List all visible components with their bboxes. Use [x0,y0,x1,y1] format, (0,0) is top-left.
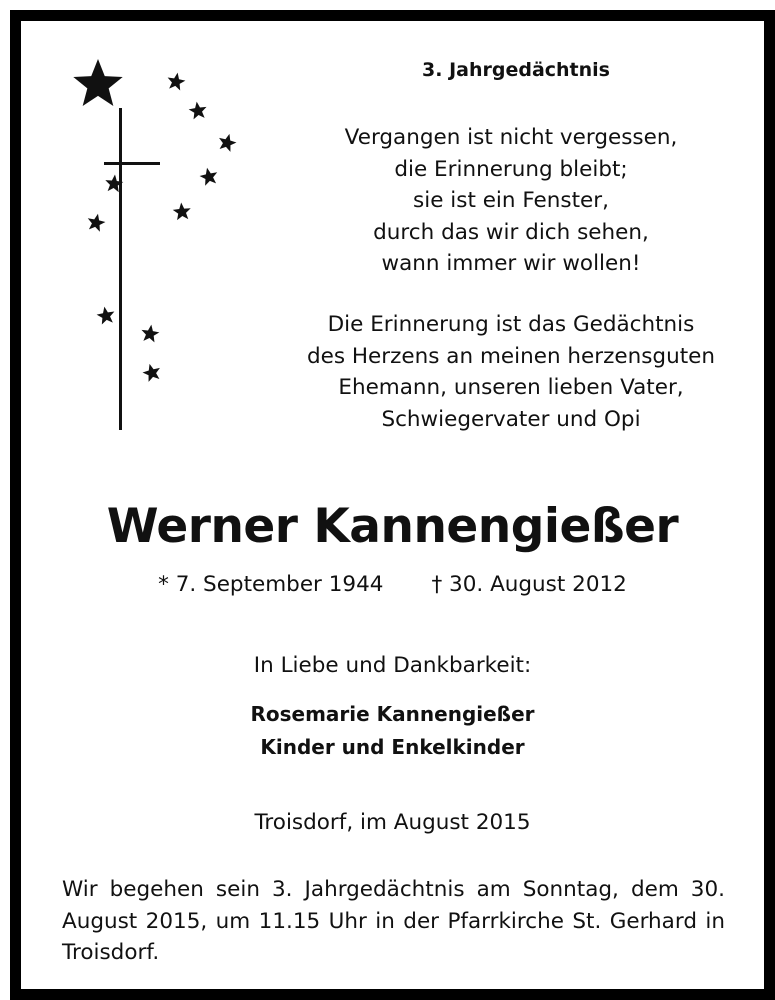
poem-line: Schwiegervater und Opi [381,406,641,432]
birth-date: * 7. September 1944 [158,572,384,597]
poem-line: des Herzens an meinen herzensguten [306,343,715,369]
poem-line: Vergangen ist nicht vergessen, [344,125,678,150]
mourner-line: Rosemarie Kannengießer [250,702,535,726]
poem-line: Die Erinnerung ist das Gedächtnis [327,312,695,337]
cross-with-stars-icon [61,51,261,451]
poem-line: sie ist ein Fenster, [413,188,609,213]
death-date: † 30. August 2012 [431,572,627,597]
poem-stanza-1 [246,122,775,280]
poem-line: Ehemann, unseren lieben Vater, [338,375,684,400]
poem-line: durch das wir dich sehen, [373,219,649,245]
mourner-line: Kinder und Enkelkinder [260,735,525,759]
deceased-name: Werner Kannengießer [106,499,679,554]
poem-line: die Erinnerung bleibt; [394,156,628,182]
place-date: Troisdorf, im August 2015 [254,810,531,835]
poem-stanza-2 [246,309,775,435]
mourners [21,698,764,764]
thanks-line: In Liebe und Dankbarkeit: [253,653,532,678]
anniversary-heading: 3. Jahrgedächtnis [422,59,610,81]
poem-line: wann immer wir wollen! [381,251,641,276]
life-dates [21,572,764,597]
obituary-notice [10,10,775,1000]
service-notice: Wir begehen sein 3. Jahrgedächtnis am Sonntag, dem 30. August 2015, um 11.15 Uhr in der Pfarrkirche St. Gerhard in Troisdorf. [62,877,725,965]
